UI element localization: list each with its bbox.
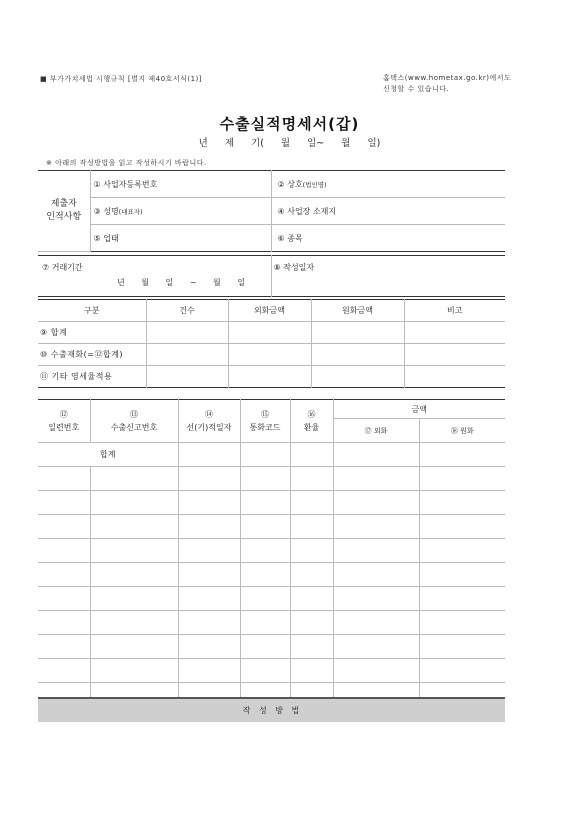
detail-cell[interactable] (290, 491, 333, 515)
detail-cell[interactable] (90, 659, 178, 683)
period-subtitle: 년 제 기( 월 일~ 월 일) (198, 138, 381, 149)
header-shipping-date-num: ⑭ (205, 410, 213, 419)
summary-cell[interactable] (228, 322, 311, 344)
summary-row-label: ⑪ 기타 영세율적용 (38, 366, 146, 388)
detail-cell[interactable] (290, 611, 333, 635)
detail-total-label: 합계 (38, 443, 178, 467)
detail-cell[interactable] (240, 491, 290, 515)
submitter-info-table (38, 170, 505, 252)
header-krw: ⑱ 원화 (419, 419, 505, 443)
period-table (38, 255, 505, 297)
detail-cell[interactable] (240, 515, 290, 539)
detail-cell[interactable] (333, 443, 419, 467)
detail-cell[interactable] (290, 587, 333, 611)
detail-cell[interactable] (38, 515, 90, 539)
header-amount: 금액 (333, 400, 505, 419)
detail-cell[interactable] (419, 491, 505, 515)
detail-cell[interactable] (38, 659, 90, 683)
header-currency-code-text: 통화코드 (249, 423, 281, 432)
summary-cell[interactable] (404, 322, 505, 344)
header-exchange-rate-num: ⑯ (307, 410, 316, 419)
table-row (38, 563, 505, 587)
detail-cell[interactable] (419, 635, 505, 659)
detail-cell[interactable] (333, 515, 419, 539)
business-type-label: ⑤ 업태 (93, 233, 119, 243)
summary-table (38, 299, 505, 388)
representative-name-sub: (대표자) (118, 207, 143, 216)
table-row (38, 635, 505, 659)
business-address-field[interactable] (271, 198, 505, 225)
table-row (38, 587, 505, 611)
detail-cell[interactable] (419, 659, 505, 683)
detail-cell[interactable] (178, 611, 240, 635)
header-export-declaration-number (90, 400, 178, 443)
table-row (38, 467, 505, 491)
business-reg-number-field[interactable] (90, 171, 271, 198)
summary-cell[interactable] (228, 366, 311, 388)
form-reference: ■ 부가가치세법 시행규칙 [별지 제40호서식(1)] (40, 75, 202, 83)
summary-header-foreign-amount: 외화금액 (228, 300, 311, 322)
detail-cell[interactable] (240, 539, 290, 563)
detail-cell[interactable] (290, 563, 333, 587)
detail-cell[interactable] (38, 563, 90, 587)
detail-cell[interactable] (178, 539, 240, 563)
detail-cell[interactable] (290, 443, 333, 467)
business-item-field[interactable] (271, 225, 505, 252)
instruction-note: ※ 아래의 작성방법을 읽고 작성하시기 바랍니다. (46, 159, 207, 167)
header-exchange-rate (290, 400, 333, 443)
detail-cell[interactable] (240, 659, 290, 683)
detail-cell[interactable] (90, 635, 178, 659)
detail-cell[interactable] (290, 515, 333, 539)
representative-name-field[interactable] (90, 198, 271, 225)
detail-cell[interactable] (38, 491, 90, 515)
detail-cell[interactable] (240, 443, 290, 467)
instructions-header-label: 작 성 방 법 (242, 706, 301, 715)
detail-cell[interactable] (419, 467, 505, 491)
business-type-field[interactable] (90, 225, 271, 252)
table-row (38, 515, 505, 539)
summary-cell[interactable] (228, 344, 311, 366)
detail-cell[interactable] (178, 467, 240, 491)
header-currency-code (240, 400, 290, 443)
summary-cell[interactable] (311, 322, 404, 344)
summary-cell[interactable] (146, 322, 228, 344)
representative-name-label: ③ 성명 (93, 206, 119, 216)
table-row (38, 659, 505, 683)
written-date-field[interactable] (271, 256, 505, 297)
detail-cell[interactable] (333, 491, 419, 515)
detail-cell[interactable] (419, 563, 505, 587)
hometax-notice (383, 73, 511, 95)
transaction-period-field[interactable] (38, 256, 271, 297)
detail-cell[interactable] (178, 659, 240, 683)
hometax-notice-line2: 신청할 수 있습니다. (383, 85, 450, 93)
detail-cell[interactable] (90, 515, 178, 539)
detail-cell[interactable] (419, 515, 505, 539)
detail-cell[interactable] (38, 635, 90, 659)
detail-cell[interactable] (178, 587, 240, 611)
submitter-label-line1: 제출자 (50, 199, 77, 209)
detail-cell[interactable] (90, 539, 178, 563)
detail-cell[interactable] (240, 563, 290, 587)
summary-row-label: ⑩ 수출재화(=⑫합계) (38, 344, 146, 366)
detail-cell[interactable] (90, 587, 178, 611)
detail-cell[interactable] (90, 491, 178, 515)
header-serial-number (38, 400, 90, 443)
detail-cell[interactable] (240, 611, 290, 635)
summary-cell[interactable] (404, 366, 505, 388)
business-item-label: ⑥ 종목 (277, 233, 303, 243)
submitter-section-label (38, 171, 90, 252)
header-shipping-date (178, 400, 240, 443)
export-detail-table (38, 399, 505, 707)
header-currency-code-num: ⑮ (261, 410, 269, 419)
detail-cell[interactable] (333, 467, 419, 491)
header-serial-number-num: ⑫ (59, 410, 68, 419)
hometax-notice-line1: 홈택스(www.hometax.go.kr)에서도 (383, 74, 512, 82)
business-address-label: ④ 사업장 소재지 (277, 206, 337, 216)
header-foreign-currency: ⑰ 외화 (333, 419, 419, 443)
detail-cell[interactable] (419, 539, 505, 563)
written-date-label: ⑧ 작성일자 (273, 263, 315, 272)
submitter-label-line2: 인적사항 (46, 212, 82, 222)
detail-cell[interactable] (333, 539, 419, 563)
header-exchange-rate-text: 환율 (303, 423, 320, 432)
detail-cell[interactable] (290, 659, 333, 683)
summary-header-category: 구분 (38, 300, 146, 322)
header-serial-number-text: 일련번호 (48, 423, 80, 432)
detail-cell[interactable] (419, 443, 505, 467)
page-title: 수출실적명세서(갑) (219, 115, 360, 133)
transaction-period-label: ⑦ 거래기간 (42, 263, 83, 272)
summary-row-label: ⑨ 합계 (38, 322, 146, 344)
company-name-label: ② 상호 (277, 179, 303, 189)
detail-cell[interactable] (419, 587, 505, 611)
company-name-sub: (법인명) (302, 180, 327, 189)
transaction-period-value: 년 월 일 ~ 월 일 (117, 278, 246, 287)
detail-cell[interactable] (38, 587, 90, 611)
table-row (38, 611, 505, 635)
detail-cell[interactable] (333, 659, 419, 683)
detail-cell[interactable] (178, 635, 240, 659)
business-reg-number-label: ① 사업자등록번호 (93, 179, 158, 189)
summary-row-export-goods (38, 344, 505, 366)
detail-cell[interactable] (178, 515, 240, 539)
detail-cell[interactable] (290, 539, 333, 563)
detail-total-row (38, 443, 505, 467)
table-row (38, 491, 505, 515)
detail-cell[interactable] (240, 467, 290, 491)
detail-cell[interactable] (178, 443, 240, 467)
summary-cell[interactable] (404, 344, 505, 366)
detail-cell[interactable] (38, 539, 90, 563)
detail-cell[interactable] (38, 467, 90, 491)
company-name-field[interactable] (271, 171, 505, 198)
summary-row-other-zero-rate (38, 366, 505, 388)
summary-cell[interactable] (146, 344, 228, 366)
header-shipping-date-text: 선(기)적일자 (186, 423, 232, 432)
detail-cell[interactable] (38, 611, 90, 635)
detail-cell[interactable] (240, 587, 290, 611)
table-row (38, 539, 505, 563)
detail-cell[interactable] (90, 563, 178, 587)
detail-cell[interactable] (333, 611, 419, 635)
detail-cell[interactable] (178, 563, 240, 587)
detail-cell[interactable] (90, 467, 178, 491)
summary-cell[interactable] (146, 366, 228, 388)
detail-cell[interactable] (290, 635, 333, 659)
detail-cell[interactable] (333, 587, 419, 611)
detail-cell[interactable] (178, 491, 240, 515)
detail-cell[interactable] (333, 635, 419, 659)
detail-cell[interactable] (333, 563, 419, 587)
detail-cell[interactable] (419, 611, 505, 635)
summary-cell[interactable] (311, 344, 404, 366)
summary-header-count: 건수 (146, 300, 228, 322)
detail-cell[interactable] (240, 635, 290, 659)
instructions-header-bar (38, 697, 505, 722)
header-export-declaration-num: ⑬ (130, 410, 138, 419)
summary-row-total (38, 322, 505, 344)
header-export-declaration-text: 수출신고번호 (110, 423, 158, 432)
detail-cell[interactable] (290, 467, 333, 491)
detail-cell[interactable] (90, 611, 178, 635)
summary-cell[interactable] (311, 366, 404, 388)
summary-header-krw-amount: 원화금액 (311, 300, 404, 322)
summary-header-remarks: 비고 (404, 300, 505, 322)
